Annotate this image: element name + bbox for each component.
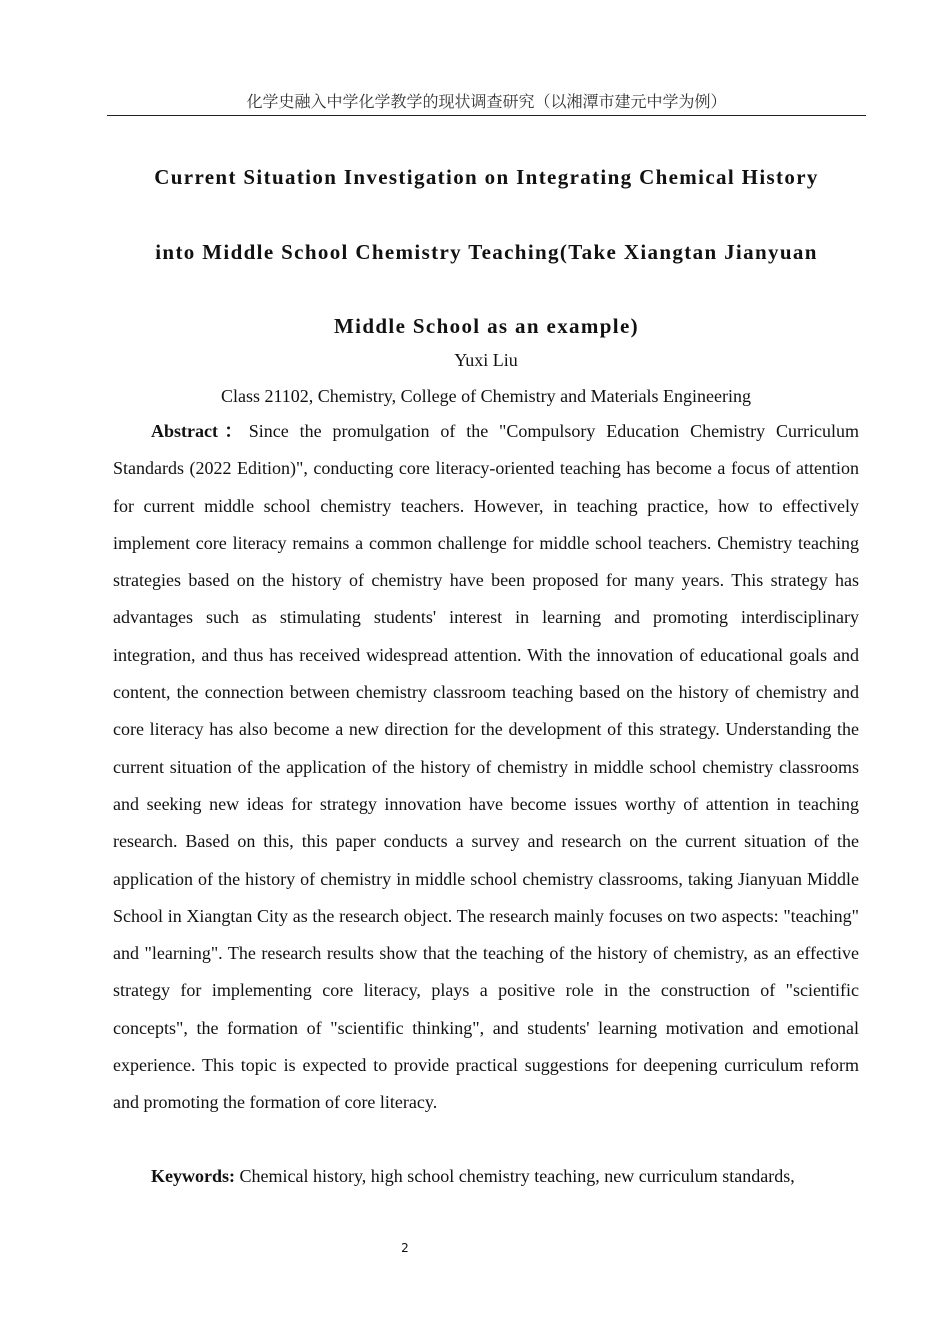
author-name: Yuxi Liu: [454, 350, 518, 370]
keywords-text: Chemical history, high school chemistry teaching, new curriculum standards,: [239, 1166, 795, 1186]
page-number: 2: [401, 1241, 409, 1255]
abstract-label: Abstract：: [151, 421, 249, 441]
keywords-label: Keywords:: [151, 1166, 235, 1186]
paper-title: [107, 140, 866, 364]
abstract-text: Since the promulgation of the "Compulsory Education Chemistry Curriculum Standards (2022 Edition)", conducting core literacy-oriented teaching has become a focus of attention for current middle school chemistry teachers. However, in teaching practice, how to effectively implement core literacy remains a common challenge for middle school teachers. Chemistry teaching strategies based on the history of chemistry have been proposed for many years. This strategy has advantages such as stimulating students' interest in learning and promoting interdisciplinary integration, and thus has received widespread attention. With the innovation of educational goals and content, the connection between chemistry classroom teaching based on the history of chemistry and core literacy has also become a new direction for the development of this strategy. Understanding the current situation of the application of the history of chemistry in middle school chemistry classrooms and seeking new ideas for strategy innovation have become issues worthy of attention in teaching research. Based on this, this paper conducts a survey and research on the current situation of the application of the history of chemistry in middle school chemistry classrooms, taking Jianyuan Middle School in Xiangtan City as the research object. The research mainly focuses on two aspects: "teaching" and "learning". The research results show that the teaching of the history of chemistry, as an effective strategy for implementing core literacy, plays a positive role in the construction of "scientific concepts", the formation of "scientific thinking", and students' learning motivation and emotional experience. This topic is expected to provide practical suggestions for deepening curriculum reform and promoting the formation of core literacy.: [113, 421, 859, 1113]
abstract-paragraph: [113, 413, 859, 1122]
title-line-2: into Middle School Chemistry Teaching(Take Xiangtan Jianyuan: [155, 239, 818, 264]
title-line-3: Middle School as an example): [334, 314, 639, 338]
keywords-paragraph: [113, 1158, 859, 1195]
running-header: [107, 91, 866, 116]
running-header-title: 化学史融入中学化学教学的现状调查研究（以湘潭市建元中学为例）: [246, 92, 727, 111]
title-line-1: Current Situation Investigation on Integrating Chemical History: [154, 165, 819, 189]
author-affiliation: Class 21102, Chemistry, College of Chemistry and Materials Engineering: [220, 386, 752, 406]
